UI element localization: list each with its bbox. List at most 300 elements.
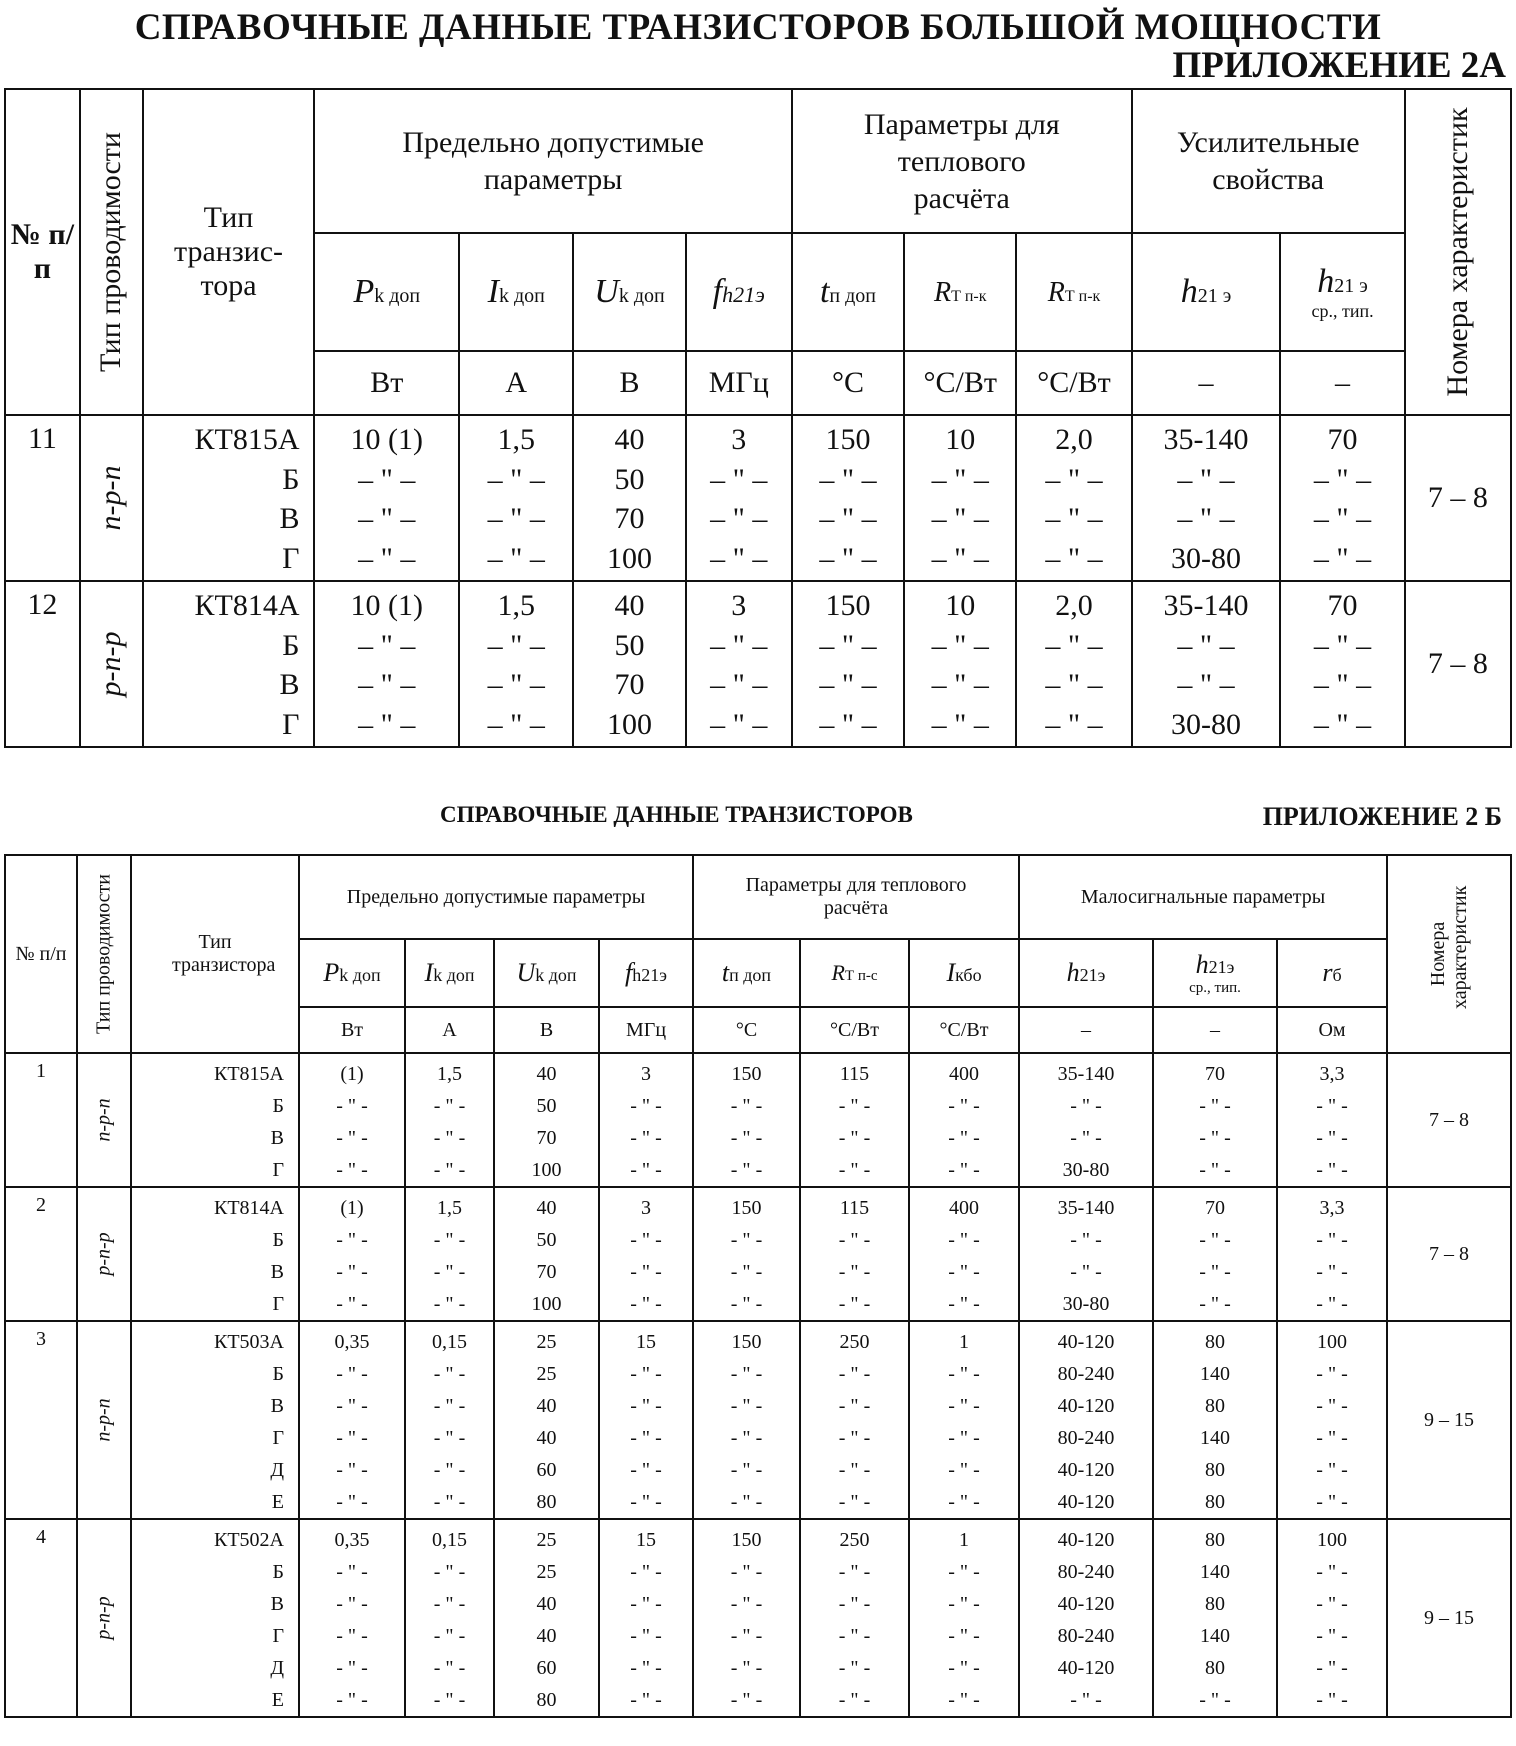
group-number: 3 bbox=[36, 1328, 46, 1350]
cell-value: - " - bbox=[838, 1159, 871, 1181]
value-column-cell bbox=[693, 1321, 800, 1519]
cell-value: - " - bbox=[1199, 1095, 1231, 1117]
cell-value: - " - bbox=[948, 1095, 980, 1117]
cell-value: 1,5 bbox=[497, 423, 535, 456]
sym-h21-sub: 21 э bbox=[1197, 285, 1232, 307]
cell-value: – " – bbox=[931, 502, 989, 535]
value-column-cell bbox=[792, 581, 904, 747]
sym-tp-b-sub: п доп bbox=[729, 965, 772, 985]
unit-cell bbox=[573, 351, 685, 415]
sym-rt1-main: R bbox=[933, 277, 952, 308]
cell-value: - " - bbox=[630, 1127, 662, 1149]
value-column-cell bbox=[1280, 581, 1404, 747]
cell-value: 25 bbox=[536, 1561, 557, 1583]
group-header-limits-b-text: Предельно допустимые параметры bbox=[346, 885, 646, 908]
cell-value: 25 bbox=[536, 1529, 557, 1551]
cell-value: - " - bbox=[948, 1261, 980, 1283]
char-numbers: 7 – 8 bbox=[1427, 647, 1488, 680]
cell-value: 1 bbox=[959, 1331, 969, 1353]
cell-value: – " – bbox=[819, 668, 877, 701]
transistor-type: Д bbox=[270, 1657, 284, 1679]
cell-value: 80 bbox=[536, 1491, 557, 1513]
sym-rt2-sub: Т п-к bbox=[1064, 288, 1101, 305]
cell-value: - " - bbox=[433, 1427, 466, 1449]
unit-text: Вт bbox=[340, 1018, 364, 1041]
cell-value: - " - bbox=[1199, 1229, 1231, 1251]
value-column-cell bbox=[494, 1187, 599, 1321]
transistor-type: Г bbox=[272, 1625, 284, 1647]
cell-value: - " - bbox=[730, 1229, 763, 1251]
cell-value: - " - bbox=[1070, 1127, 1102, 1149]
unit-text: В bbox=[619, 366, 640, 399]
transistor-type: В bbox=[270, 1261, 284, 1283]
col-header-type-b bbox=[131, 855, 299, 1053]
cell-value: 60 bbox=[536, 1657, 557, 1679]
cell-value: - " - bbox=[433, 1363, 466, 1385]
cell-value: - " - bbox=[1316, 1363, 1348, 1385]
cell-value: – " – bbox=[931, 668, 989, 701]
cell-value: - " - bbox=[336, 1491, 368, 1513]
sym-fh-b-main: f bbox=[625, 958, 633, 987]
sym-tp bbox=[792, 233, 904, 351]
cell-value: - " - bbox=[630, 1427, 662, 1449]
value-column-cell bbox=[1019, 1321, 1153, 1519]
cell-value: - " - bbox=[433, 1625, 466, 1647]
cell-value: – " – bbox=[358, 502, 416, 535]
transistor-type: КТ814А bbox=[214, 1197, 284, 1219]
cell-value: 40-120 bbox=[1057, 1331, 1115, 1353]
value-column-cell bbox=[909, 1187, 1019, 1321]
cell-value: - " - bbox=[1316, 1127, 1348, 1149]
cell-value: - " - bbox=[948, 1395, 980, 1417]
cell-value: - " - bbox=[433, 1395, 466, 1417]
cell-value: - " - bbox=[838, 1363, 871, 1385]
cell-value: 400 bbox=[949, 1197, 979, 1219]
group-number-cell bbox=[5, 1321, 77, 1519]
value-column-cell bbox=[494, 1519, 599, 1717]
col-header-number-b-text: № п/п bbox=[15, 942, 67, 965]
value-column-cell bbox=[494, 1053, 599, 1187]
cell-value: 70 bbox=[1327, 423, 1358, 456]
cell-value: - " - bbox=[433, 1689, 466, 1711]
cell-value: - " - bbox=[630, 1095, 662, 1117]
cell-value: - " - bbox=[730, 1127, 763, 1149]
cell-value: - " - bbox=[838, 1593, 871, 1615]
cell-value: - " - bbox=[730, 1427, 763, 1449]
transistor-type: Б bbox=[272, 1229, 284, 1251]
cell-value: – " – bbox=[358, 541, 416, 575]
sym-uk-sub: k доп bbox=[618, 285, 665, 307]
cell-value: 40 bbox=[614, 589, 645, 622]
sym-uk-main: U bbox=[594, 273, 619, 310]
cell-value: 70 bbox=[614, 668, 645, 701]
cell-value: - " - bbox=[433, 1561, 466, 1583]
value-column-cell bbox=[800, 1321, 909, 1519]
cell-value: 150 bbox=[731, 1197, 762, 1219]
cell-value: - " - bbox=[838, 1625, 871, 1647]
value-column-cell bbox=[909, 1053, 1019, 1187]
cell-value: - " - bbox=[730, 1459, 763, 1481]
cell-value: 140 bbox=[1200, 1363, 1231, 1385]
col-header-type-text: Тип транзис-тора bbox=[173, 201, 284, 302]
cell-value: – " – bbox=[487, 462, 545, 496]
cell-value: - " - bbox=[433, 1593, 466, 1615]
sym-pk-b-main: P bbox=[323, 958, 340, 987]
value-column-cell bbox=[405, 1187, 494, 1321]
value-column-cell bbox=[800, 1519, 909, 1717]
value-column-cell bbox=[1153, 1321, 1277, 1519]
type-column-cell bbox=[131, 1053, 299, 1187]
unit-cell bbox=[299, 1007, 405, 1053]
value-column-cell bbox=[299, 1519, 405, 1717]
sym-rt1 bbox=[904, 233, 1016, 351]
cell-value: 35-140 bbox=[1057, 1063, 1115, 1085]
cell-value: - " - bbox=[1316, 1427, 1348, 1449]
sym-fh bbox=[686, 233, 792, 351]
cell-value: 40-120 bbox=[1057, 1657, 1115, 1679]
group-conductivity: p-n-p bbox=[92, 1596, 115, 1640]
char-numbers-cell bbox=[1387, 1053, 1511, 1187]
cell-value: - " - bbox=[336, 1159, 368, 1181]
value-column-cell bbox=[299, 1187, 405, 1321]
cell-value: 40 bbox=[536, 1427, 557, 1449]
cell-value: - " - bbox=[838, 1491, 871, 1513]
cell-value: 2,0 bbox=[1055, 589, 1093, 622]
cell-value: 3 bbox=[731, 589, 747, 622]
cell-value: 0,15 bbox=[432, 1331, 467, 1353]
cell-value: - " - bbox=[433, 1491, 466, 1513]
group-conductivity-cell bbox=[77, 1321, 131, 1519]
cell-value: 100 bbox=[531, 1159, 562, 1181]
cell-value: - " - bbox=[838, 1261, 871, 1283]
value-column-cell bbox=[1277, 1321, 1387, 1519]
cell-value: - " - bbox=[1316, 1561, 1348, 1583]
cell-value: - " - bbox=[1316, 1625, 1348, 1647]
group-header-small-b-text: Малосигнальные параметры bbox=[1080, 885, 1326, 908]
unit-text: °С bbox=[735, 1018, 758, 1041]
value-column-cell bbox=[494, 1321, 599, 1519]
group-conductivity: n-p-n bbox=[94, 465, 128, 531]
cell-value: 3 bbox=[641, 1063, 651, 1085]
cell-value: - " - bbox=[1316, 1593, 1348, 1615]
cell-value: – " – bbox=[931, 628, 989, 662]
unit-cell bbox=[494, 1007, 599, 1053]
cell-value: - " - bbox=[336, 1459, 368, 1481]
cell-value: - " - bbox=[730, 1657, 763, 1679]
value-column-cell bbox=[599, 1053, 693, 1187]
cell-value: - " - bbox=[838, 1657, 871, 1679]
cell-value: 70 bbox=[1205, 1063, 1226, 1085]
table-high-power-transistors bbox=[4, 88, 1512, 748]
cell-value: 140 bbox=[1200, 1427, 1231, 1449]
group-header-small-b bbox=[1019, 855, 1387, 939]
value-column-cell bbox=[693, 1053, 800, 1187]
cell-value: - " - bbox=[730, 1491, 763, 1513]
cell-value: - " - bbox=[948, 1625, 980, 1647]
unit-cell bbox=[792, 351, 904, 415]
cell-value: – " – bbox=[1313, 462, 1372, 496]
cell-value: – " – bbox=[819, 628, 877, 662]
cell-value: 0,35 bbox=[334, 1331, 370, 1353]
transistor-type: Г bbox=[282, 541, 300, 575]
unit-text: – bbox=[1198, 366, 1214, 399]
cell-value: - " - bbox=[1316, 1229, 1348, 1251]
cell-value: 15 bbox=[636, 1331, 656, 1353]
transistor-type: КТ814А bbox=[194, 589, 300, 622]
cell-value: – " – bbox=[358, 628, 416, 662]
cell-value: – " – bbox=[1045, 502, 1103, 535]
sym-pk-main: P bbox=[353, 273, 375, 310]
type-column-cell bbox=[143, 415, 315, 581]
cell-value: – " – bbox=[487, 541, 545, 575]
sym-pk-b bbox=[299, 939, 405, 1007]
cell-value: – " – bbox=[710, 462, 768, 496]
cell-value: 50 bbox=[614, 462, 645, 496]
cell-value: 40 bbox=[536, 1395, 557, 1417]
cell-value: 150 bbox=[731, 1331, 762, 1353]
cell-value: 30-80 bbox=[1171, 541, 1241, 575]
value-column-cell bbox=[459, 581, 573, 747]
value-column-cell bbox=[1153, 1519, 1277, 1717]
cell-value: - " - bbox=[336, 1593, 368, 1615]
sym-tp-sub: п доп bbox=[829, 285, 876, 307]
cell-value: - " - bbox=[336, 1395, 368, 1417]
cell-value: – " – bbox=[931, 462, 989, 496]
cell-value: - " - bbox=[1316, 1491, 1348, 1513]
unit-text: А bbox=[442, 1018, 457, 1041]
value-column-cell bbox=[1019, 1187, 1153, 1321]
transistor-type: Г bbox=[272, 1293, 284, 1315]
sym-pk-b-sub: k доп bbox=[339, 965, 381, 985]
cell-value: – " – bbox=[710, 541, 768, 575]
cell-value: - " - bbox=[1316, 1261, 1348, 1283]
cell-value: – " – bbox=[487, 668, 545, 701]
cell-value: - " - bbox=[630, 1689, 662, 1711]
sym-rt-b-sub: Т п-с bbox=[844, 968, 878, 984]
cell-value: 70 bbox=[536, 1127, 557, 1149]
cell-value: 35-140 bbox=[1057, 1197, 1115, 1219]
cell-value: - " - bbox=[838, 1095, 871, 1117]
cell-value: 1 bbox=[959, 1529, 969, 1551]
value-column-cell bbox=[599, 1321, 693, 1519]
sym-h21-typ bbox=[1280, 233, 1404, 351]
cell-value: 80-240 bbox=[1057, 1561, 1115, 1583]
cell-value: - " - bbox=[336, 1229, 368, 1251]
value-column-cell bbox=[1016, 415, 1131, 581]
sym-h21-main: h bbox=[1180, 273, 1198, 310]
cell-value: - " - bbox=[630, 1293, 662, 1315]
cell-value: – " – bbox=[1045, 668, 1103, 701]
sym-fh-sub: h21э bbox=[722, 282, 765, 307]
value-column-cell bbox=[693, 1519, 800, 1717]
cell-value: 40 bbox=[614, 423, 645, 456]
value-column-cell bbox=[792, 415, 904, 581]
cell-value: – " – bbox=[1313, 541, 1372, 575]
sym-ik-b-main: I bbox=[424, 958, 434, 987]
cell-value: 35-140 bbox=[1163, 589, 1249, 622]
cell-value: – " – bbox=[819, 502, 877, 535]
cell-value: 100 bbox=[531, 1293, 562, 1315]
sym-rt-b bbox=[800, 939, 909, 1007]
char-numbers-cell bbox=[1405, 581, 1511, 747]
cell-value: - " - bbox=[336, 1261, 368, 1283]
value-column-cell bbox=[1016, 581, 1131, 747]
cell-value: – " – bbox=[1045, 541, 1103, 575]
cell-value: - " - bbox=[630, 1159, 662, 1181]
sym-h21t-sub: 21 э bbox=[1334, 274, 1368, 297]
unit-text: Вт bbox=[370, 366, 404, 399]
cell-value: 40 bbox=[536, 1593, 557, 1615]
cell-value: 1,5 bbox=[437, 1063, 462, 1085]
cell-value: - " - bbox=[1316, 1293, 1348, 1315]
sym-h21-b-sub: 21э bbox=[1079, 965, 1106, 985]
cell-value: 80 bbox=[1205, 1459, 1226, 1481]
transistor-type: Е bbox=[271, 1491, 284, 1513]
cell-value: – " – bbox=[710, 502, 768, 535]
value-column-cell bbox=[314, 581, 459, 747]
sym-pk-sub: k доп bbox=[374, 285, 421, 307]
cell-value: 40 bbox=[536, 1625, 557, 1647]
cell-value: - " - bbox=[1070, 1229, 1102, 1251]
cell-value: - " - bbox=[838, 1229, 871, 1251]
cell-value: 70 bbox=[536, 1261, 557, 1283]
cell-value: - " - bbox=[630, 1561, 662, 1583]
unit-text: °С/Вт bbox=[923, 366, 997, 399]
value-column-cell bbox=[1277, 1053, 1387, 1187]
cell-value: – " – bbox=[1313, 502, 1372, 535]
cell-value: - " - bbox=[730, 1363, 763, 1385]
value-column-cell bbox=[459, 415, 573, 581]
cell-value: 0,35 bbox=[334, 1529, 370, 1551]
cell-value: - " - bbox=[730, 1395, 763, 1417]
sym-tp-b bbox=[693, 939, 800, 1007]
cell-value: - " - bbox=[433, 1459, 466, 1481]
sym-h21t-b-main: h bbox=[1195, 949, 1209, 979]
cell-value: 40-120 bbox=[1057, 1491, 1115, 1513]
cell-value: – " – bbox=[1177, 462, 1235, 496]
value-column-cell bbox=[904, 415, 1016, 581]
cell-value: - " - bbox=[948, 1561, 980, 1583]
cell-value: - " - bbox=[948, 1657, 980, 1679]
cell-value: 60 bbox=[536, 1459, 557, 1481]
cell-value: 80 bbox=[1205, 1593, 1226, 1615]
cell-value: - " - bbox=[1316, 1095, 1348, 1117]
unit-cell bbox=[1277, 1007, 1387, 1053]
group-header-limits bbox=[314, 89, 791, 233]
cell-value: – " – bbox=[487, 502, 545, 535]
sym-ik-b bbox=[405, 939, 494, 1007]
sym-rb-b-main: r bbox=[1322, 958, 1333, 987]
group-number: 4 bbox=[36, 1526, 46, 1548]
cell-value: 50 bbox=[536, 1095, 557, 1117]
value-column-cell bbox=[1132, 415, 1281, 581]
sym-rt2-main: R bbox=[1047, 277, 1065, 308]
cell-value: (1) bbox=[340, 1063, 364, 1085]
group-conductivity: p-n-p bbox=[94, 631, 128, 697]
sym-h21t-b-sub: 21э bbox=[1208, 956, 1235, 977]
unit-cell bbox=[1132, 351, 1281, 415]
sym-tp-b-main: t bbox=[721, 958, 730, 987]
transistor-type: Б bbox=[282, 462, 300, 496]
cell-value: – " – bbox=[358, 707, 416, 741]
unit-text: – bbox=[1081, 1018, 1092, 1041]
char-numbers-cell bbox=[1387, 1321, 1511, 1519]
cell-value: 10 bbox=[945, 589, 976, 622]
cell-value: 40-120 bbox=[1057, 1395, 1115, 1417]
cell-value: 3 bbox=[731, 423, 747, 456]
transistor-type: КТ503А bbox=[214, 1331, 284, 1353]
type-column-cell bbox=[131, 1519, 299, 1717]
cell-value: – " – bbox=[487, 707, 545, 741]
cell-value: 2,0 bbox=[1055, 423, 1093, 456]
unit-cell bbox=[599, 1007, 693, 1053]
value-column-cell bbox=[299, 1321, 405, 1519]
sym-tp-main: t bbox=[819, 273, 830, 310]
cell-value: - " - bbox=[630, 1459, 662, 1481]
cell-value: – " – bbox=[1313, 668, 1372, 701]
transistor-type: КТ815А bbox=[194, 423, 300, 456]
transistor-type: Б bbox=[282, 628, 300, 662]
sym-rt-b-main: R bbox=[831, 960, 845, 985]
cell-value: - " - bbox=[1199, 1127, 1231, 1149]
cell-value: – " – bbox=[819, 462, 877, 496]
char-numbers-cell bbox=[1387, 1519, 1511, 1717]
group-conductivity-cell bbox=[77, 1187, 131, 1321]
group-number: 11 bbox=[27, 422, 57, 455]
cell-value: - " - bbox=[336, 1689, 368, 1711]
transistor-type: В bbox=[279, 668, 300, 701]
cell-value: - " - bbox=[838, 1561, 871, 1583]
cell-value: - " - bbox=[630, 1261, 662, 1283]
cell-value: 80-240 bbox=[1057, 1625, 1115, 1647]
group-number-cell bbox=[5, 1053, 77, 1187]
group-conductivity-cell bbox=[77, 1519, 131, 1717]
sym-h21 bbox=[1132, 233, 1281, 351]
cell-value: - " - bbox=[1070, 1095, 1102, 1117]
group-row bbox=[5, 581, 1511, 747]
sym-uk-b-sub: k доп bbox=[535, 965, 577, 985]
group-number-cell bbox=[5, 581, 80, 747]
cell-value: 150 bbox=[825, 423, 871, 456]
cell-value: - " - bbox=[433, 1657, 466, 1679]
cell-value: - " - bbox=[1199, 1261, 1231, 1283]
value-column-cell bbox=[1153, 1187, 1277, 1321]
transistor-type: КТ502А bbox=[214, 1529, 284, 1551]
col-header-conductivity-b bbox=[77, 855, 131, 1053]
group-conductivity: p-n-p bbox=[92, 1232, 115, 1276]
sym-uk-b bbox=[494, 939, 599, 1007]
cell-value: - " - bbox=[336, 1127, 368, 1149]
group-header-limits-text: Предельно допустимые параметры bbox=[402, 126, 704, 196]
cell-value: 0,15 bbox=[432, 1529, 467, 1551]
group-header-gain bbox=[1132, 89, 1405, 233]
cell-value: – " – bbox=[358, 668, 416, 701]
value-column-cell bbox=[405, 1519, 494, 1717]
unit-cell bbox=[800, 1007, 909, 1053]
cell-value: – " – bbox=[1045, 707, 1103, 741]
cell-value: 150 bbox=[731, 1063, 762, 1085]
group-number: 12 bbox=[27, 588, 58, 621]
unit-text: В bbox=[539, 1018, 554, 1041]
transistor-type: Б bbox=[272, 1095, 284, 1117]
cell-value: – " – bbox=[1313, 707, 1372, 741]
sym-ik-sub: k доп bbox=[498, 285, 545, 307]
transistor-type: В bbox=[279, 502, 300, 535]
cell-value: - " - bbox=[433, 1159, 466, 1181]
cell-value: 70 bbox=[1327, 589, 1358, 622]
cell-value: - " - bbox=[1316, 1657, 1348, 1679]
cell-value: - " - bbox=[336, 1625, 368, 1647]
